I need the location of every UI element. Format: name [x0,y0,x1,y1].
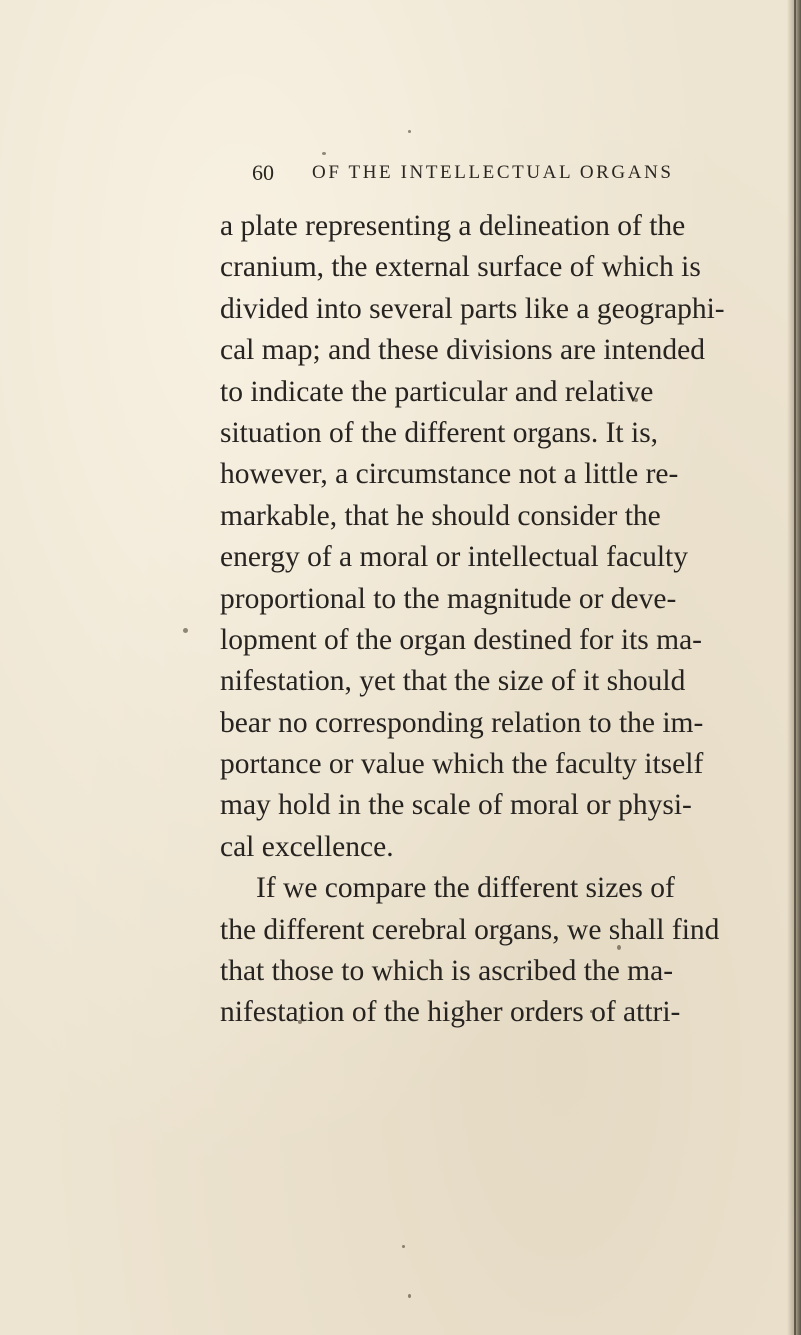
text-line: cal map; and these divisions are intended [220,334,705,367]
text-line: nifestation of the higher orders of attri- [220,996,681,1029]
text-line: portance or value which the faculty itself [220,748,704,781]
text-line: proportional to the magnitude or deve- [220,582,677,615]
text-line: cal excellence. [220,830,394,863]
text-line: divided into several parts like a geographi- [220,292,725,325]
running-title: OF THE INTELLECTUAL ORGANS [312,162,674,183]
text-line: however, a circumstance not a little re- [220,458,679,491]
text-line: may hold in the scale of moral or physi- [220,789,692,822]
text-line: nifestation, yet that the size of it should [220,665,686,698]
paper-speck [408,1294,411,1298]
paper-speck [408,130,411,133]
text-line: situation of the different organs. It is, [220,416,659,449]
page-number: 60 [252,160,274,185]
text-line: that those to which is ascribed the ma- [220,955,674,988]
binding-edge-line [794,0,796,1335]
text-line: a plate representing a delineation of the [220,210,686,242]
page-header [252,156,772,190]
body-text [220,206,760,1034]
paper-speck [322,152,326,155]
text-line: the different cerebral organs, we shall find [220,913,720,946]
text-line: energy of a moral or intellectual faculty [220,541,688,574]
text-line: to indicate the particular and relative [220,375,654,408]
text-line: cranium, the external surface of which is [220,251,701,284]
text-line: lopment of the organ destined for its ma- [220,623,702,656]
text-line: markable, that he should consider the [220,499,661,532]
text-line: bear no corresponding relation to the im- [220,706,704,739]
paper-speck [183,628,188,633]
paper-speck [402,1245,405,1248]
paragraph-start-line: If we compare the different sizes of [256,872,675,905]
